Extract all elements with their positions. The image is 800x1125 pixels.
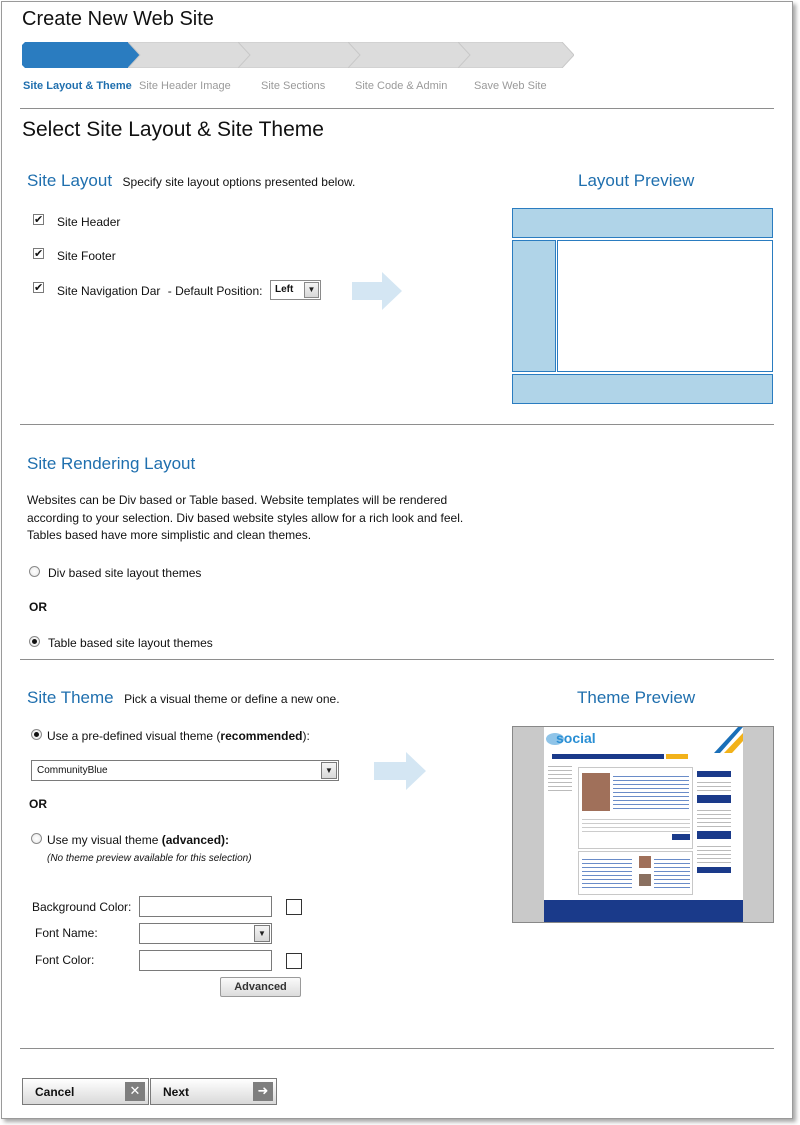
site-header-label: Site Header xyxy=(57,215,121,229)
theme-preview-heading: Theme Preview xyxy=(577,688,696,707)
table-based-label: Table based site layout themes xyxy=(48,636,213,650)
step-3-segment[interactable] xyxy=(238,42,362,68)
chevron-down-icon[interactable]: ▼ xyxy=(304,282,319,298)
layout-preview-nav xyxy=(512,240,556,372)
site-footer-checkbox[interactable]: ✔ xyxy=(34,247,44,260)
font-name-select[interactable] xyxy=(139,923,272,944)
layout-preview-content xyxy=(557,240,773,372)
layout-preview-footer xyxy=(512,374,773,404)
divider xyxy=(20,424,774,425)
table-based-radio[interactable] xyxy=(29,636,40,647)
step-label-header-image[interactable]: Site Header Image xyxy=(139,80,231,92)
default-position-value: Left xyxy=(275,284,294,295)
font-color-swatch[interactable] xyxy=(286,953,302,969)
predefined-theme-label xyxy=(47,729,310,743)
background-color-swatch[interactable] xyxy=(286,899,302,915)
font-name-label: Font Name: xyxy=(35,926,98,940)
step-label-save[interactable]: Save Web Site xyxy=(474,80,547,92)
step-label-code-admin[interactable]: Site Code & Admin xyxy=(355,80,448,92)
predefined-theme-text: Use a pre-defined visual theme ( xyxy=(47,729,221,743)
theme-preview-widget xyxy=(697,867,731,873)
theme-preview-image xyxy=(512,726,774,923)
theme-preview-header xyxy=(544,727,743,753)
layout-preview xyxy=(512,208,773,404)
divider xyxy=(20,1048,774,1049)
page-title: Select Site Layout & Site Theme xyxy=(22,118,324,141)
stripe-decoration xyxy=(714,727,743,753)
theme-preview-nav-accent xyxy=(666,754,688,759)
step-label-layout-theme[interactable]: Site Layout & Theme xyxy=(23,80,132,92)
site-navigation-label xyxy=(57,284,262,298)
theme-preview-sidebar xyxy=(548,763,572,791)
site-header-checkbox[interactable]: ✔ xyxy=(34,213,44,226)
theme-preview-text xyxy=(582,856,632,890)
arrow-right-icon xyxy=(374,752,428,790)
div-based-label: Div based site layout themes xyxy=(48,566,202,580)
theme-preview-photo xyxy=(639,874,651,886)
theme-preview-text xyxy=(654,856,690,888)
wizard-progress-bar xyxy=(22,42,574,68)
or-label: OR xyxy=(29,797,47,811)
step-2-segment[interactable] xyxy=(128,42,252,68)
rendering-description: Websites can be Div based or Table based. Website templates will be rendered according to your selection. Div based website styles allow for a rich look and feel. Tables based have more simplistic and clean themes. xyxy=(27,493,464,542)
default-position-label: - Default Position: xyxy=(167,284,263,298)
theme-preview-logo: social xyxy=(556,730,596,746)
custom-theme-note: (No theme preview available for this selection) xyxy=(47,853,252,864)
custom-theme-radio[interactable] xyxy=(31,833,42,844)
next-button[interactable] xyxy=(150,1078,277,1105)
custom-theme-label xyxy=(47,833,229,847)
step-4-segment[interactable] xyxy=(348,42,472,68)
predefined-theme-suffix: ): xyxy=(302,729,310,743)
site-layout-description: Specify site layout options presented below. xyxy=(122,175,356,189)
chevron-down-icon[interactable]: ▼ xyxy=(321,762,337,779)
advanced-text: (advanced): xyxy=(161,833,230,847)
site-footer-label: Site Footer xyxy=(57,249,116,263)
recommended-text: recommended xyxy=(220,729,303,743)
theme-preview-page xyxy=(544,727,743,922)
wizard-window xyxy=(1,1,793,1119)
font-color-field[interactable] xyxy=(139,950,272,971)
theme-preview-text xyxy=(697,779,731,793)
predefined-theme-radio[interactable] xyxy=(31,729,42,740)
default-position-select[interactable] xyxy=(270,280,321,300)
theme-preview-widget xyxy=(697,771,731,777)
rendering-heading: Site Rendering Layout xyxy=(27,454,196,473)
custom-theme-text: Use my visual theme xyxy=(47,833,162,847)
background-color-label: Background Color: xyxy=(32,900,132,914)
wizard-step-labels xyxy=(22,80,582,96)
theme-preview-lower xyxy=(578,851,693,895)
site-layout-heading: Site Layout xyxy=(27,171,113,190)
cancel-button[interactable] xyxy=(22,1078,149,1105)
site-layout-header xyxy=(27,171,355,191)
chevron-down-icon[interactable]: ▼ xyxy=(254,925,270,942)
advanced-button[interactable]: Advanced xyxy=(220,977,301,997)
theme-preview-main xyxy=(578,767,693,849)
theme-preview-text xyxy=(697,807,731,829)
wizard-title: Create New Web Site xyxy=(22,8,214,30)
layout-preview-header xyxy=(512,208,773,238)
theme-select-value: CommunityBlue xyxy=(37,765,108,776)
step-label-sections[interactable]: Site Sections xyxy=(261,80,326,92)
theme-preview-photo xyxy=(639,856,651,868)
theme-preview-text xyxy=(582,816,690,832)
site-navigation-checkbox[interactable]: ✔ xyxy=(34,281,44,294)
theme-preview-photo xyxy=(582,773,610,811)
step-5-segment[interactable] xyxy=(458,42,574,68)
div-based-radio[interactable] xyxy=(29,566,40,577)
next-button-label: Next xyxy=(163,1085,190,1099)
close-icon: ✕ xyxy=(125,1082,145,1101)
theme-preview-footer xyxy=(544,900,743,922)
theme-preview-widget xyxy=(697,831,731,839)
arrow-right-icon xyxy=(352,272,404,310)
step-1-segment[interactable] xyxy=(22,42,140,68)
site-theme-description: Pick a visual theme or define a new one. xyxy=(124,692,340,706)
site-theme-heading: Site Theme xyxy=(27,688,114,707)
site-theme-header xyxy=(27,688,340,708)
theme-preview-nav xyxy=(552,754,664,759)
divider xyxy=(20,108,774,109)
theme-preview-widget xyxy=(697,795,731,803)
background-color-field[interactable] xyxy=(139,896,272,917)
site-navigation-text: Site Navigation Dar xyxy=(57,284,161,298)
or-label: OR xyxy=(29,600,47,614)
arrow-right-icon: ➜ xyxy=(253,1082,273,1101)
cancel-button-label: Cancel xyxy=(35,1085,75,1099)
theme-preview-button xyxy=(672,834,690,840)
theme-preview-text xyxy=(613,773,689,809)
theme-select[interactable] xyxy=(31,760,339,781)
divider xyxy=(20,659,774,660)
layout-preview-heading: Layout Preview xyxy=(578,171,695,190)
font-color-label: Font Color: xyxy=(35,953,95,967)
theme-preview-text xyxy=(697,843,731,863)
